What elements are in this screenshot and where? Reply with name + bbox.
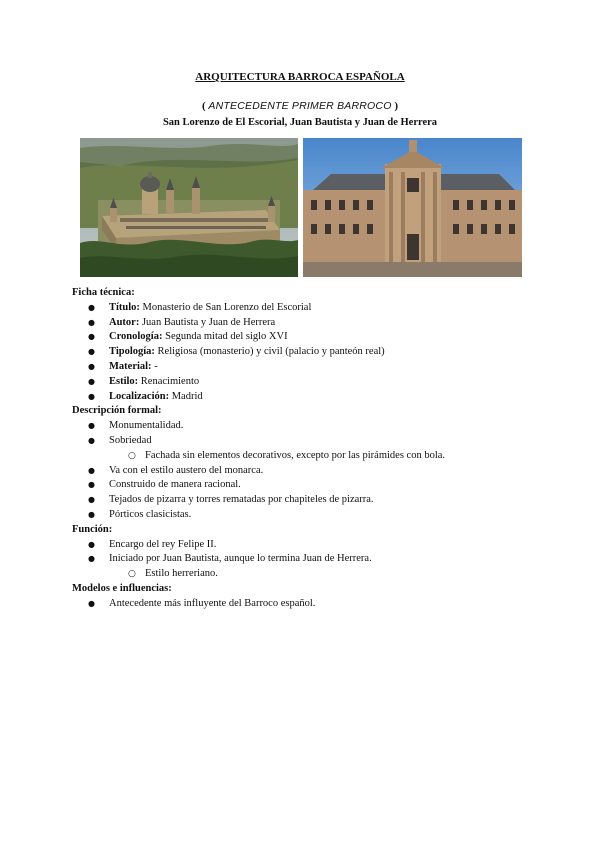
monastery-facade-photo <box>303 138 522 277</box>
subtitle-close-paren: ) <box>394 100 398 112</box>
subtitle <box>0 100 600 112</box>
field-value: Monasterio de San Lorenzo del Escorial <box>139 301 312 313</box>
field-value: Juan Bautista y Juan de Herrera <box>139 316 276 328</box>
field-value: - <box>151 360 158 372</box>
list-item <box>72 301 542 316</box>
list-item: ● Va con el estilo austero del monarca. <box>72 464 542 479</box>
field-key: Estilo: <box>109 375 139 387</box>
work-heading: San Lorenzo de El Escorial, Juan Bautista y Juan de Herrera <box>162 117 438 128</box>
field-key: Cronología: <box>109 331 163 343</box>
document-body <box>72 286 542 612</box>
list-item <box>72 316 542 331</box>
field-key: Material: <box>109 360 152 372</box>
list-item: ● Antecedente más influyente del Barroco español. <box>72 597 542 612</box>
field-key: Autor: <box>109 316 140 328</box>
list-item: ● Tejados de pizarra y torres rematadas por chapiteles de pizarra. <box>72 493 542 508</box>
ficha-heading: Ficha técnica: <box>72 287 135 298</box>
descripcion-heading: Descripción formal: <box>72 405 162 417</box>
subtitle-open-paren: ( <box>202 100 206 112</box>
subtitle-text: ANTECEDENTE PRIMER BARROCO <box>208 100 392 112</box>
field-value: Madrid <box>169 390 203 402</box>
field-key: Tipología: <box>109 346 155 358</box>
list-item: ● Construido de manera racional. <box>72 478 542 493</box>
list-item: ● Encargo del rey Felipe II. <box>72 538 542 553</box>
list-item <box>72 330 542 345</box>
list-item <box>72 375 542 390</box>
list-item: ● Iniciado por Juan Bautista, aunque lo termina Juan de Herrera. <box>72 552 542 567</box>
field-value: Renacimiento <box>138 375 200 387</box>
field-value: Segunda mitad del siglo XVI <box>162 331 288 343</box>
field-value: Religiosa (monasterio) y civil (palacio y panteón real) <box>154 346 385 358</box>
list-item: ● Pórticos clasicistas. <box>72 508 542 523</box>
modelos-heading: Modelos e influencias: <box>72 582 172 594</box>
list-item: ● Monumentalidad. <box>72 419 542 434</box>
page-title: ARQUITECTURA BARROCA ESPAÑOLA <box>195 71 405 83</box>
list-item <box>72 390 542 405</box>
list-item: ● Sobriedad <box>72 434 542 449</box>
field-key: Localización: <box>109 390 170 402</box>
monastery-aerial-photo <box>80 138 298 277</box>
field-key: Título: <box>109 301 140 313</box>
sub-list-item: ○ Estilo herreriano. <box>72 567 542 582</box>
list-item <box>72 345 542 360</box>
list-item <box>72 360 542 375</box>
sub-list-item: ○ Fachada sin elementos decorativos, excepto por las pirámides con bola. <box>72 449 542 464</box>
funcion-heading: Función: <box>72 523 113 535</box>
